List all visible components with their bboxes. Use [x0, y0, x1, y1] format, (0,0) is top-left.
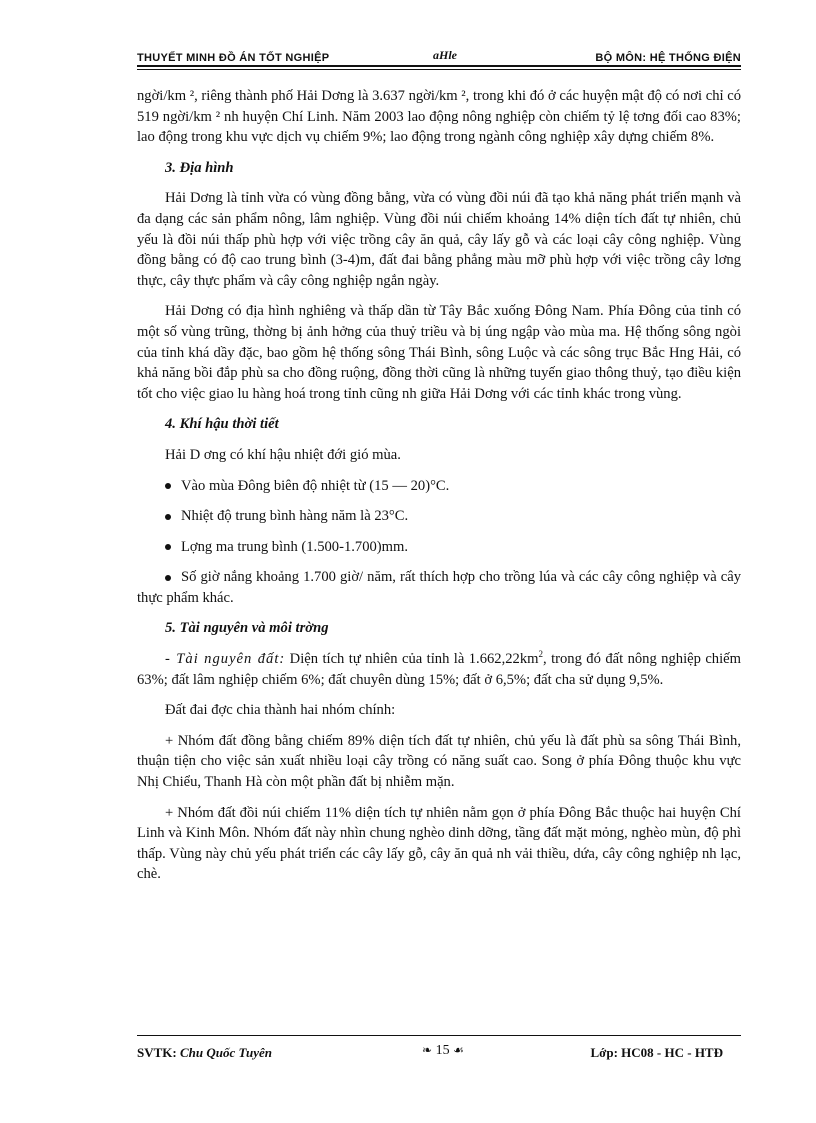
paragraph-plain-land: + Nhóm đất đồng bằng chiếm 89% diện tích đất tự nhiên, chủ yếu là đất phù sa sông Thái Bình, thuận tiện cho việc sản xuất nhiều loại cây trồng có năng suất cao. Song ở phía Đông thuộc khu vực Nhị Chiểu, Thanh Hà còn một phần đất bị nhiễm mặn.	[137, 732, 741, 791]
bullet-icon	[165, 514, 171, 520]
paragraph-terrain-1: Hải Dơng là tỉnh vừa có vùng đồng bằng, vừa có vùng đồi núi đã tạo khả năng phát triển mạnh và đa dạng các sản phẩm nông, lâm nghiệp. Vùng đồi núi chiếm khoảng 14% diện tích đất tự nhiên, chủ yếu là đồi núi thấp phù hợp với việc trồng cây ăn quả, cây lấy gỗ và các loại cây công nghiệp. Vùng đồng bằng có độ cao trung bình (3-4)m, đất đai bằng phẳng màu mỡ phù hợp với việc trồng cây lơng thực, cây thực phẩm và cây công nghiệp ngắn ngày.	[137, 190, 741, 289]
paragraph-population: ngời/km ², riêng thành phố Hải Dơng là 3.637 ngời/km ², trong khi đó ở các huyện mật độ có nơi chỉ có 519 ngời/km ² nh huyện Chí Linh. Năm 2003 lao động nông nghiệp còn chiếm tỷ lệ tơng đối cao 83%; lao động trong khu vực dịch vụ chiếm 9%; lao động trong ngành công nghiệp xây dựng chiếm 8%.	[137, 88, 741, 146]
ornament-left-icon: ❧	[422, 1043, 433, 1057]
bullet-text: Vào mùa Đông biên độ nhiệt từ (15 — 20)°C.	[181, 477, 450, 494]
bullet-icon	[165, 483, 171, 489]
heading-climate: 4. Khí hậu thời tiết	[165, 416, 279, 433]
footer-class: Lớp: HC08 - HC - HTĐ	[590, 1045, 723, 1060]
author-name: Chu Quốc Tuyên	[179, 1045, 272, 1060]
header-department: BỘ MÔN: HỆ THỐNG ĐIỆN	[595, 52, 741, 64]
bullet-item	[137, 567, 741, 608]
bullet-text: Lợng ma trung bình (1.500-1.700)mm.	[181, 538, 409, 555]
page-body	[137, 86, 741, 895]
header-ornament: aHle	[433, 48, 457, 62]
bullet-item	[137, 537, 741, 558]
paragraph-climate: Hải D ơng có khí hậu nhiệt đới gió mùa.	[165, 446, 401, 463]
bullet-text: Nhiệt độ trung bình hàng năm là 23°C.	[181, 508, 409, 525]
land-text-b: , trong đó đất nông nghiệp chiếm 63%; đất lâm nghiệp chiếm 6%; đất chuyên dùng 15%; đất ở 6,5%; đất cha sử dụng 9,5%.	[137, 651, 741, 688]
land-text-a: Diện tích tự nhiên của tỉnh là 1.662,22km	[285, 651, 539, 668]
page-number-value: 15	[435, 1043, 450, 1058]
page-number	[422, 1043, 464, 1059]
land-label: - Tài nguyên đất:	[165, 651, 286, 668]
footer-rule	[137, 1035, 741, 1036]
bullet-icon	[165, 575, 171, 581]
heading-terrain: 3. Địa hình	[165, 159, 234, 176]
paragraph-land	[137, 649, 741, 690]
ornament-right-icon: ☙	[453, 1043, 464, 1057]
page-footer	[137, 1035, 741, 1065]
footer-author	[137, 1045, 272, 1061]
bullet-text: Số giờ nắng khoảng 1.700 giờ/ năm, rất thích hợp cho trồng lúa và các cây công nghiệp và cây thực phẩm khác.	[137, 569, 741, 606]
header-rule	[137, 65, 741, 67]
paragraph-terrain-2: Hải Dơng có địa hình nghiêng và thấp dần từ Tây Bắc xuống Đông Nam. Phía Đông của tỉnh có một số vùng trũng, thờng bị ảnh hởng của thuỷ triều và bị úng ngập vào mùa ma. Hệ thống sông ngòi của tỉnh khá dầy đặc, bao gồm hệ thống sông Thái Bình, sông Luộc và các sông trục Bắc Hng Hải, có khả năng bồi đắp phù sa cho đồng ruộng, đồng thời cũng là những tuyến giao thông thuỷ, tạo điều kiện tốt cho việc giao lu hàng hoá trong tỉnh cũng nh giữa Hải Dơng với các tỉnh khác trong vùng.	[137, 303, 741, 402]
bullet-icon	[165, 544, 171, 550]
header-title: THUYẾT MINH ĐỒ ÁN TỐT NGHIỆP	[137, 52, 330, 64]
author-label: SVTK:	[137, 1045, 177, 1060]
land-sup: 2	[538, 649, 543, 660]
heading-resources: 5. Tài nguyên và môi trờng	[165, 620, 329, 637]
header-rule-thin	[137, 69, 741, 70]
page-header	[137, 48, 741, 68]
paragraph-hill-land: + Nhóm đất đồi núi chiếm 11% diện tích tự nhiên nằm gọn ở phía Đông Bắc thuộc hai huyện Chí Linh và Kinh Môn. Nhóm đất này nhìn chung nghèo dinh dỡng, tầng đất mặt mỏng, nghèo mùn, độ phì thấp. Vùng này chủ yếu phát triển các cây lấy gỗ, cây ăn quả nh vải thiều, dứa, cây công nghiệp nh lạc, chè.	[137, 804, 741, 883]
bullet-item	[137, 506, 741, 527]
bullet-item	[137, 476, 741, 497]
paragraph-land-groups: Đất đai đợc chia thành hai nhóm chính:	[165, 702, 396, 719]
